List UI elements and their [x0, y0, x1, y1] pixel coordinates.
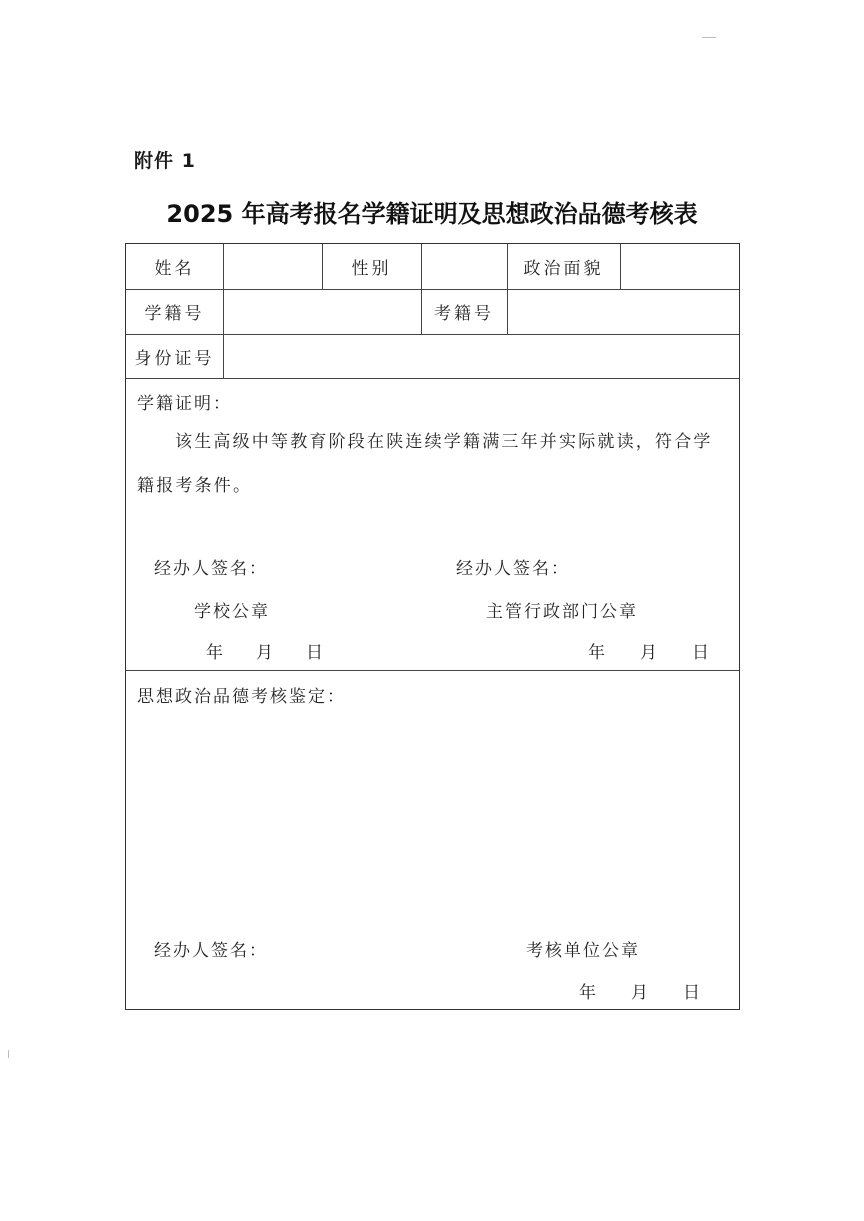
attachment-label: 附件 1 [134, 150, 196, 172]
date-month: 月 [631, 983, 648, 1003]
assessment-form [125, 243, 740, 1010]
authority-seal-label: 主管行政部门公章 [486, 602, 638, 622]
id-card-field[interactable] [224, 334, 739, 378]
date-day: 日 [692, 643, 709, 663]
gender-label: 性别 [351, 259, 392, 279]
scan-speck [702, 37, 716, 38]
review-signer-label: 经办人签名： [154, 941, 268, 961]
enrollment-heading: 学籍证明： [137, 394, 232, 414]
moral-review-field[interactable] [137, 714, 727, 929]
date-day: 日 [306, 643, 323, 663]
gender-field[interactable] [422, 244, 507, 289]
enrollment-statement: 该生高级中等教育阶段在陕连续学籍满三年并实际就读，符合学籍报考条件。 [137, 432, 713, 496]
school-signer-label: 经办人签名： [154, 559, 268, 579]
name-field[interactable] [224, 244, 321, 289]
date-month: 月 [640, 643, 657, 663]
section-divider [126, 670, 739, 671]
school-seal-label: 学校公章 [194, 602, 270, 622]
date-year: 年 [579, 983, 596, 1003]
political-status-label: 政治面貌 [523, 259, 604, 279]
review-seal-label: 考核单位公章 [526, 941, 640, 961]
date-day: 日 [683, 983, 700, 1003]
date-year: 年 [206, 643, 223, 663]
exam-id-label: 考籍号 [434, 304, 494, 324]
moral-review-heading: 思想政治品德考核鉴定： [137, 687, 346, 707]
form-title: 2025 年高考报名学籍证明及思想政治品德考核表 [166, 200, 698, 228]
political-status-field[interactable] [621, 244, 739, 289]
row-divider [126, 378, 739, 379]
scan-speck [8, 1050, 9, 1058]
date-year: 年 [588, 643, 605, 663]
id-card-label: 身份证号 [134, 348, 215, 369]
date-month: 月 [256, 643, 273, 663]
student-id-field[interactable] [224, 289, 421, 334]
student-id-label: 学籍号 [144, 304, 205, 324]
name-label: 姓名 [154, 259, 195, 279]
authority-signer-label: 经办人签名： [456, 559, 570, 579]
exam-id-field[interactable] [508, 289, 739, 334]
